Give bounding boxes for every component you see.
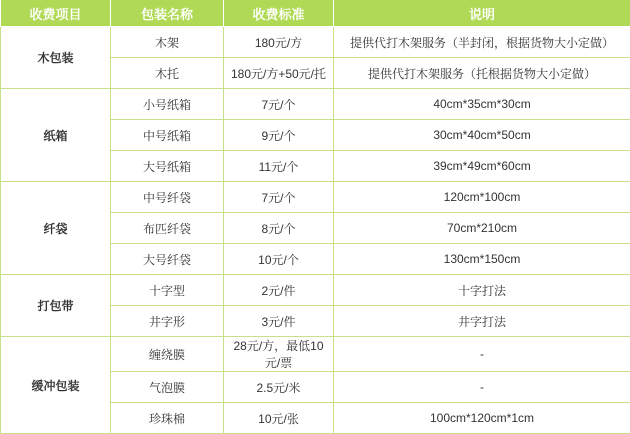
package-name-cell: 气泡膜 <box>111 372 224 403</box>
column-header-description: 说明 <box>334 0 630 27</box>
package-name-cell: 木架 <box>111 27 224 58</box>
description-cell: - <box>334 372 630 403</box>
column-header-price: 收费标准 <box>224 0 334 27</box>
price-cell: 8元/个 <box>224 213 334 244</box>
package-name-cell: 井字形 <box>111 306 224 337</box>
price-cell: 10元/张 <box>224 403 334 434</box>
package-name-cell: 中号纤袋 <box>111 182 224 213</box>
table-header-row <box>1 0 630 27</box>
category-cell: 打包带 <box>1 275 111 337</box>
table-body <box>1 27 630 434</box>
package-name-cell: 布匹纤袋 <box>111 213 224 244</box>
price-cell: 28元/方，最低10元/票 <box>224 337 334 372</box>
package-name-cell: 大号纸箱 <box>111 151 224 182</box>
price-cell: 7元/个 <box>224 89 334 120</box>
price-cell: 7元/个 <box>224 182 334 213</box>
package-name-cell: 缠绕膜 <box>111 337 224 372</box>
price-cell: 180元/方+50元/托 <box>224 58 334 89</box>
price-cell: 180元/方 <box>224 27 334 58</box>
category-cell: 缓冲包装 <box>1 337 111 434</box>
description-cell: 井字打法 <box>334 306 630 337</box>
category-cell: 木包装 <box>1 27 111 89</box>
description-cell: 30cm*40cm*50cm <box>334 120 630 151</box>
column-header-item: 收费项目 <box>1 0 111 27</box>
price-cell: 3元/件 <box>224 306 334 337</box>
price-cell: 11元/个 <box>224 151 334 182</box>
table-row <box>1 275 630 306</box>
package-name-cell: 大号纤袋 <box>111 244 224 275</box>
table-row <box>1 89 630 120</box>
category-cell: 纤袋 <box>1 182 111 275</box>
price-cell: 2.5元/米 <box>224 372 334 403</box>
table-row <box>1 337 630 372</box>
package-name-cell: 珍珠棉 <box>111 403 224 434</box>
description-cell: 提供代打木架服务（托根据货物大小定做） <box>334 58 630 89</box>
price-cell: 10元/个 <box>224 244 334 275</box>
table-row <box>1 182 630 213</box>
description-cell: 40cm*35cm*30cm <box>334 89 630 120</box>
price-cell: 9元/个 <box>224 120 334 151</box>
category-cell: 纸箱 <box>1 89 111 182</box>
package-name-cell: 十字型 <box>111 275 224 306</box>
description-cell: 130cm*150cm <box>334 244 630 275</box>
table-header <box>1 0 630 27</box>
column-header-package-name: 包装名称 <box>111 0 224 27</box>
package-name-cell: 木托 <box>111 58 224 89</box>
description-cell: 120cm*100cm <box>334 182 630 213</box>
description-cell: - <box>334 337 630 372</box>
description-cell: 100cm*120cm*1cm <box>334 403 630 434</box>
description-cell: 提供代打木架服务（半封闭，根据货物大小定做） <box>334 27 630 58</box>
package-name-cell: 小号纸箱 <box>111 89 224 120</box>
package-name-cell: 中号纸箱 <box>111 120 224 151</box>
table-row <box>1 27 630 58</box>
description-cell: 十字打法 <box>334 275 630 306</box>
price-cell: 2元/件 <box>224 275 334 306</box>
description-cell: 39cm*49cm*60cm <box>334 151 630 182</box>
description-cell: 70cm*210cm <box>334 213 630 244</box>
